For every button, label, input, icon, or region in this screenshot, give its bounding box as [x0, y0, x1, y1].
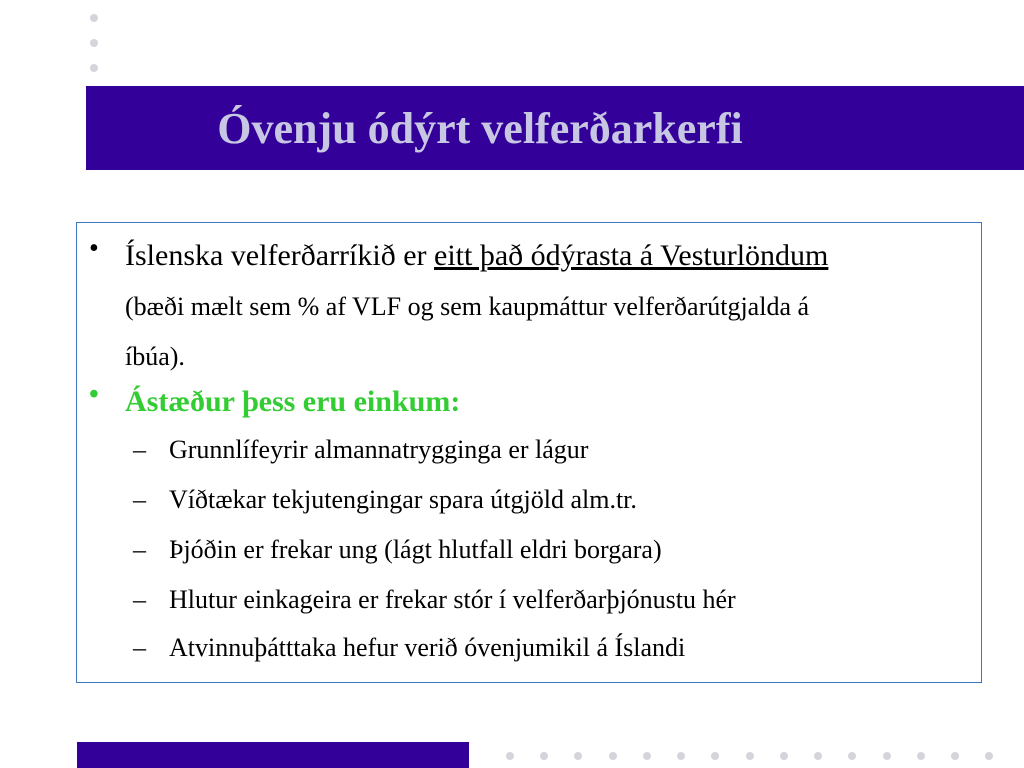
bullet-text: Íslenska velferðarríkið er eitt það ódýrasta á Vesturlöndum (bæði mælt sem % af VLF og sem kaupmáttur velferðarútgjalda á íbúa).: [125, 239, 829, 371]
dash-icon: –: [133, 585, 146, 614]
emphasized-text: eitt það ódýrasta á Vesturlöndum: [434, 239, 829, 272]
content-box: • Íslenska velferðarríkið er eitt það ódýrasta á Vesturlöndum (bæði mælt sem % af VLF og sem kaupmáttur velferðarútgjalda á íbúa). • Ástæður þess eru einkum: – Grunnlífeyrir almannatrygginga er lágur – Víðtækar tekjutengingar spara útgjöld alm.tr. – Þjóðin er frekar ung (lágt hlutfall eldri borgara) – Hlutur einkageira er frekar stór í velferðarþjónustu hér – Atvinnuþátttaka hefur verið óvenjumikil á Íslandi: [76, 222, 982, 683]
title-bar: [86, 86, 1024, 170]
bullet-icon: •: [89, 233, 99, 264]
dash-icon: –: [133, 485, 146, 514]
bullet-heading: Ástæður þess eru einkum:: [125, 385, 461, 418]
footer-bar: [77, 742, 469, 768]
dash-icon: –: [133, 633, 146, 662]
bullet-icon: •: [89, 379, 99, 410]
slide-title: Óvenju ódýrt velferðarkerfi: [217, 103, 743, 153]
dash-icon: –: [133, 435, 146, 464]
dash-icon: –: [133, 535, 146, 564]
